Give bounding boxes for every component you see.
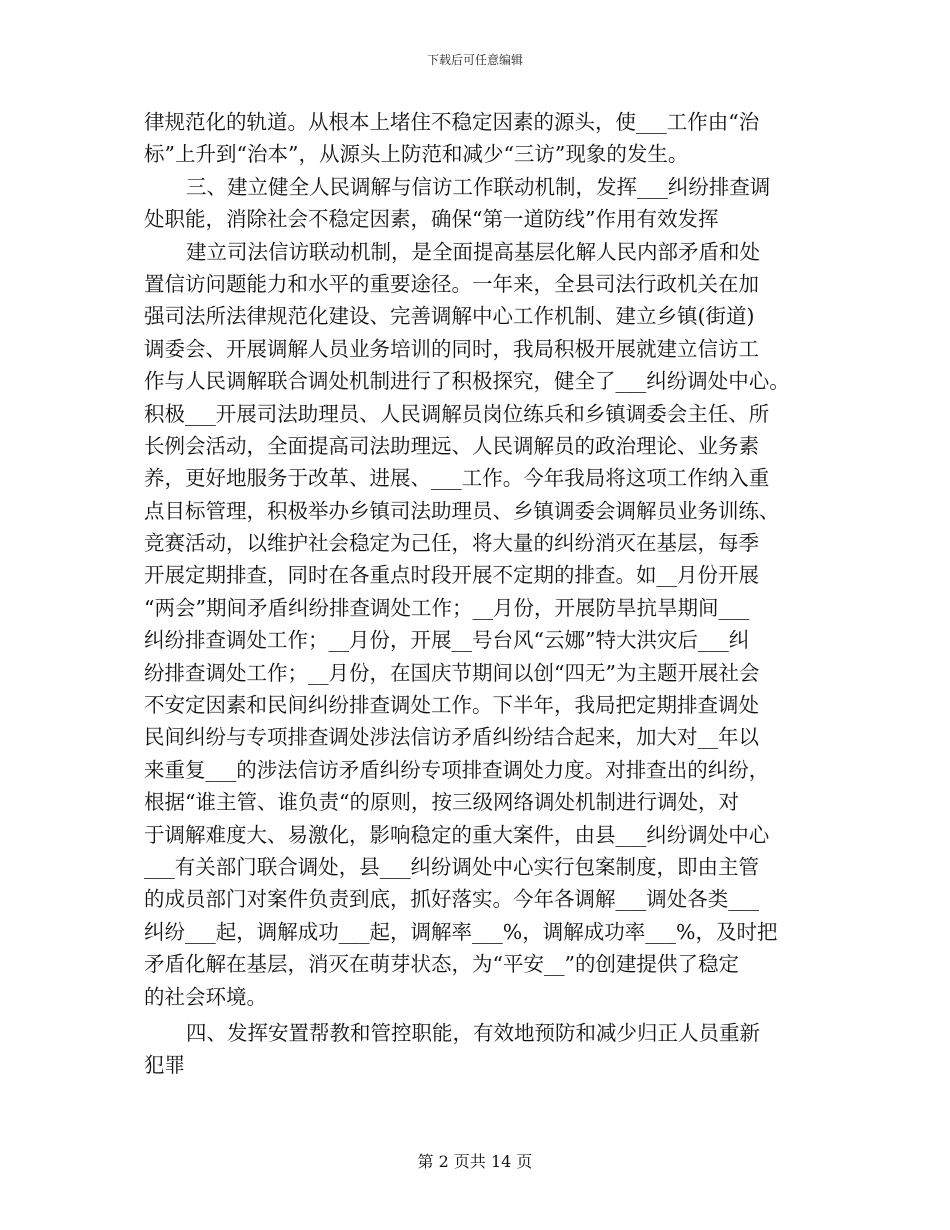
text-line: 调委会、开展调解人员业务培训的同时，我局积极开展就建立信访工 <box>144 336 759 361</box>
text-line: 点目标管理，积极举办乡镇司法助理员、乡镇调委会调解员业务训练、 <box>144 498 780 523</box>
paragraph-start: 建立司法信访联动机制，是全面提高基层化解人民内部矛盾和处 <box>186 239 760 264</box>
text-line: 的成员部门对案件负责到底，抓好落实。今年各调解___调处各类___ <box>144 887 759 912</box>
text-line: 不安定因素和民间纠纷排查调处工作。下半年，我局把定期排查调处 <box>144 693 759 718</box>
text-line: 纠纷排查调处工作；__月份，开展__号台风“云娜”特大洪灾后___纠 <box>144 628 750 653</box>
text-line: “两会”期间矛盾纠纷排查调处工作；__月份，开展防旱抗旱期间___ <box>144 595 750 620</box>
text-line: 标”上升到“治本”，从源头上防范和减少“三访”现象的发生。 <box>144 142 689 167</box>
text-line: 于调解难度大、易激化，影响稳定的重大案件，由县___纠纷调处中心 <box>144 822 770 847</box>
text-line: 积极___开展司法助理员、人民调解员岗位练兵和乡镇调委会主任、所 <box>144 401 770 426</box>
text-line: 根据“谁主管、谁负责“的原则，按三级网络调处机制进行调处，对 <box>144 790 739 815</box>
text-line: 律规范化的轨道。从根本上堵住不稳定因素的源头，使___工作由“治 <box>144 110 760 134</box>
page-header: 下载后可任意编辑 <box>426 53 523 67</box>
text-line: 开展定期排查，同时在各重点时段开展不定期的排查。如__月份开展 <box>144 563 759 588</box>
page-number: 第 2 页共 14 页 <box>417 1152 533 1171</box>
text-line: 长例会活动，全面提高司法助理远、人民调解员的政治理论、业务素 <box>144 433 759 458</box>
text-line: 纷排查调处工作；__月份，在国庆节期间以创“四无”为主题开展社会 <box>144 660 760 685</box>
text-line: 来重复___的涉法信访矛盾纠纷专项排查调处力度。对排查出的纠纷， <box>144 757 770 782</box>
text-line: 矛盾化解在基层，消灭在萌芽状态，为“平安__”的创建提供了稳定 <box>144 952 739 977</box>
text-line: 竞赛活动，以维护社会稳定为己任，将大量的纠纷消灭在基层，每季 <box>144 531 759 556</box>
text-line: ___有关部门联合调处，县___纠纷调处中心实行包案制度，即由主管 <box>144 854 759 879</box>
text-line: 纠纷___起，调解成功___起，调解率___%，调解成功率___%，及时把 <box>144 919 778 944</box>
text-line: 的社会环境。 <box>144 984 267 1009</box>
text-line: 养，更好地服务于改革、进展、___工作。今年我局将这项工作纳入重 <box>144 466 770 491</box>
section-heading-4-cont: 犯罪 <box>144 1053 185 1078</box>
text-line: 民间纠纷与专项排查调处涉法信访矛盾纠纷结合起来，加大对__年以 <box>144 725 759 750</box>
text-line: 置信访问题能力和水平的重要途径。一年来，全县司法行政机关在加 <box>144 271 759 296</box>
text-line: 作与人民调解联合调处机制进行了积极探究，健全了___纠纷调处中心。 <box>144 369 790 394</box>
document-body <box>144 106 808 1082</box>
section-heading-4: 四、发挥安置帮教和管控职能，有效地预防和减少归正人员重新 <box>186 1020 760 1045</box>
text-line: 强司法所法律规范化建设、完善调解中心工作机制、建立乡镇(街道) <box>144 304 755 329</box>
section-heading-3-cont: 处职能，消除社会不稳定因素，确保“第一道防线”作用有效发挥 <box>144 207 719 232</box>
section-heading-3: 三、建立健全人民调解与信访工作联动机制，发挥___纠纷排查调 <box>186 174 771 199</box>
